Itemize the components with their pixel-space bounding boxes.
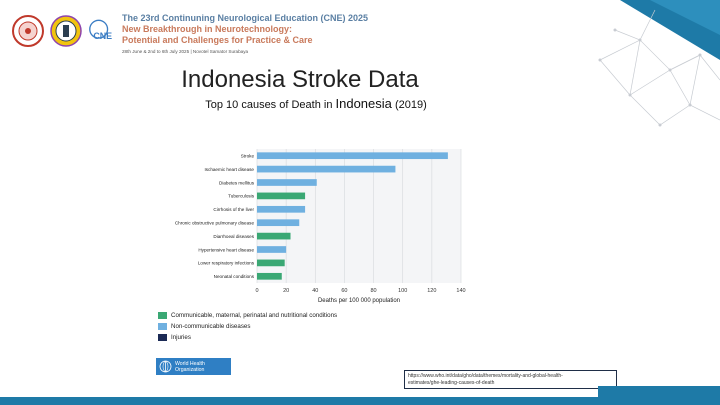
causes-of-death-chart [150,145,470,305]
bar-stroke [257,152,448,159]
who-name-line2: Organization [175,366,205,373]
conference-header [122,13,542,56]
svg-text:CNE: CNE [93,31,113,41]
legend-item-noncommunicable [158,321,337,332]
x-tick-label: 120 [427,288,437,294]
bar-ischaemic-heart-disease [257,166,395,173]
logo-group [12,14,120,48]
x-tick-label: 140 [456,288,466,294]
un-emblem-icon [159,360,172,373]
x-tick-label: 0 [255,288,259,294]
category-label: Stroke [240,153,254,159]
legend-label: Communicable, maternal, perinatal and nutritional conditions [171,312,338,319]
bar-hypertensive-heart-disease [257,246,286,253]
bar-diabetes-mellitus [257,179,317,186]
legend-swatch-noncommunicable [158,323,167,330]
who-name [175,361,205,373]
subtitle-country: Indonesia [335,96,392,111]
category-label: Hypertensive heart disease [198,247,254,253]
chart-legend [158,310,337,343]
category-label: Lower respiratory infections [197,260,254,266]
bar-neonatal-conditions [257,273,282,280]
category-label: Tuberculosis [228,193,254,199]
legend-item-injuries [158,332,337,343]
slide-subtitle [0,96,632,111]
cne-logo [88,15,120,47]
bar-lower-respiratory-infections [257,260,285,267]
category-label: Diarrhoeal diseases [213,233,254,239]
conference-title: The 23rd Continuning Neurological Education (CNE) 2025 [122,13,369,23]
conference-theme-line1: New Breakthrough in Neurotechnology: [122,24,293,34]
category-label: Neonatal conditions [213,274,254,280]
footer-bar [0,397,720,405]
source-link-box[interactable] [404,370,617,389]
category-label: Cirrhosis of the liver [213,207,254,213]
bar-cirrhosis-of-the-liver [257,206,305,213]
subtitle-text: Top 10 causes of Death in [205,99,336,111]
legend-label: Non-communicable diseases [171,323,251,330]
who-logo [156,358,231,375]
bar-diarrhoeal-diseases [257,233,291,240]
x-axis-label: Deaths per 100 000 population [317,298,401,304]
source-url-line1[interactable]: https://www.who.int/data/gho/data/themes/mortality-and-global-health- [408,373,563,379]
perdossi-logo [12,15,44,47]
x-tick-label: 40 [312,288,319,294]
category-label: Diabetes mellitus [219,180,254,186]
x-tick-label: 20 [283,288,290,294]
conference-date-venue: 28th June & 2nd to 6th July 2025 | Novotel Samator Surabaya [122,49,249,54]
subtitle-year: (2019) [391,99,427,111]
university-logo [50,15,82,47]
bar-chronic-obstructive-pulmonary-disease [257,219,299,226]
bar-tuberculosis [257,193,305,200]
source-url-line2[interactable]: estimates/ghe-leading-causes-of-death [408,380,495,386]
who-name-line1: World Health [175,360,205,367]
slide-title: Indonesia Stroke Data [181,66,419,93]
category-label: Ischaemic heart disease [204,166,254,172]
x-tick-label: 80 [370,288,377,294]
legend-swatch-communicable [158,312,167,319]
x-tick-label: 60 [341,288,348,294]
category-label: Chronic obstructive pulmonary disease [174,220,254,226]
legend-item-communicable [158,310,337,321]
x-tick-label: 100 [398,288,408,294]
legend-swatch-injuries [158,334,167,341]
legend-label: Injuries [171,334,191,341]
conference-theme-line2: Potential and Challenges for Practice & Care [122,35,313,45]
